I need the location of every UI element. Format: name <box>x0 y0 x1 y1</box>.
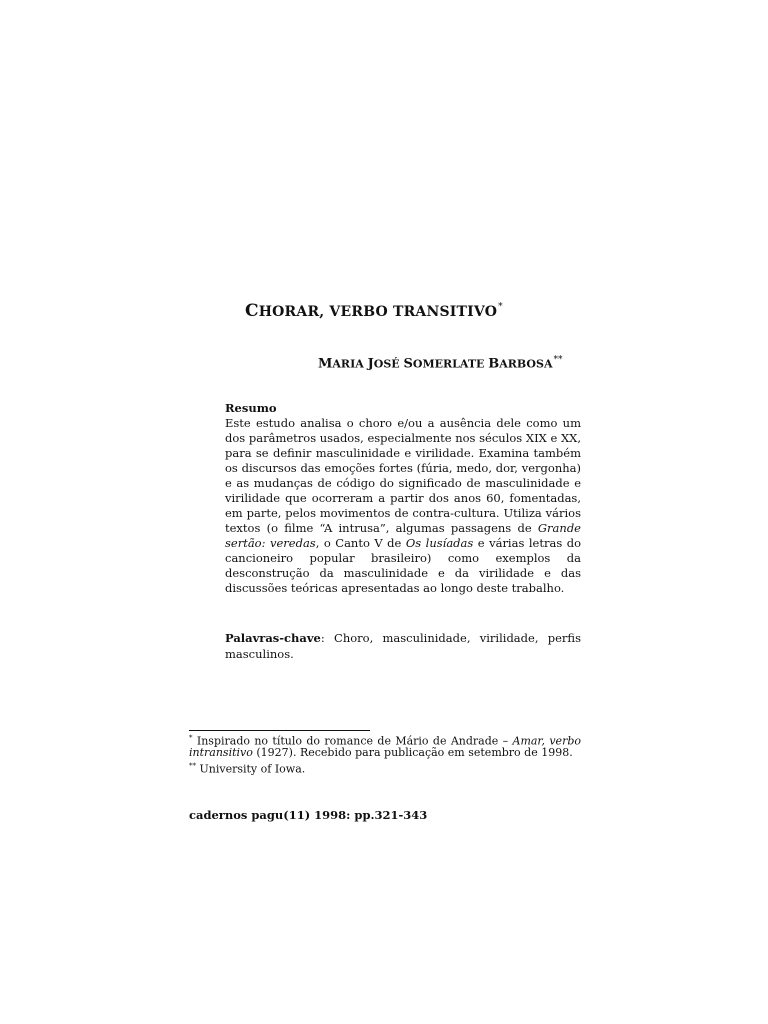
title-initial: C <box>245 301 259 321</box>
footnote-1-text-1: Inspirado no título do romance de Mário de Andrade – <box>192 734 513 748</box>
footnote-1-italic: Amar, verbo intransitivo <box>189 734 581 760</box>
abstract-text-2: , o Canto V de <box>315 536 406 550</box>
author-initial-3: S <box>403 356 413 372</box>
footnote-2-text: University of Iowa. <box>196 762 306 776</box>
abstract-italic-2: Os lusíadas <box>405 536 474 550</box>
title-rest: HORAR, VERBO TRANSITIVO <box>258 304 498 320</box>
footnote-1-mark: * <box>189 734 193 742</box>
title-footnote-mark: * <box>498 302 503 313</box>
keywords-text: Choro, masculinidade, virilidade, perfis masculinos. <box>225 631 581 661</box>
abstract-italic-1: Grande sertão: veredas <box>225 521 581 550</box>
footnote-2 <box>189 761 581 775</box>
keywords-separator: : <box>320 631 335 645</box>
journal-citation: cadernos pagu(11) 1998: pp.321-343 <box>189 808 428 822</box>
abstract-heading: Resumo <box>225 401 277 415</box>
abstract-body <box>225 416 581 595</box>
footnote-1 <box>189 733 581 759</box>
author-initial-4: B <box>488 356 500 372</box>
footnote-2-mark: ** <box>189 761 196 770</box>
author-part-3: OMERLATE <box>412 357 489 371</box>
keywords <box>225 630 581 662</box>
abstract <box>225 401 581 596</box>
abstract-text-1: Este estudo analisa o choro e/ou a ausência dele como um dos parâmetros usados, especialmente nos séculos XIX e XX, para se definir masculinidade e virilidade. Examina também os discursos das emoções fortes (fúria, medo, dor, vergonha) e as mudanças de código do significado de masculinidade e virilidade que ocorreram a partir dos anos 60, fomentadas, em parte, pelos movimentos de contra-cultura. Utiliza vários textos (o filme “A intrusa”, algumas passagens de <box>225 416 581 535</box>
author-part-1: ARIA <box>332 357 368 371</box>
abstract-text-3: e várias letras do cancioneiro popular brasileiro) como exemplos da desconstrução da masculinidade e da virilidade e das discussões teóricas apresentadas ao longo deste trabalho. <box>225 536 582 595</box>
author-initial-2: J <box>367 356 374 372</box>
author-initial-1: M <box>318 356 333 372</box>
keywords-label: Palavras-chave <box>225 631 321 645</box>
author-part-4: ARBOSA <box>499 357 553 371</box>
author-part-2: OSÉ <box>373 357 404 371</box>
article-title <box>245 301 503 321</box>
footnote-1-text-2: (1927). Recebido para publicação em setembro de 1998. <box>252 746 573 760</box>
author-name <box>318 355 562 371</box>
footnotes <box>189 733 581 777</box>
footnote-divider <box>189 730 370 731</box>
author-footnote-mark: ** <box>553 355 563 365</box>
